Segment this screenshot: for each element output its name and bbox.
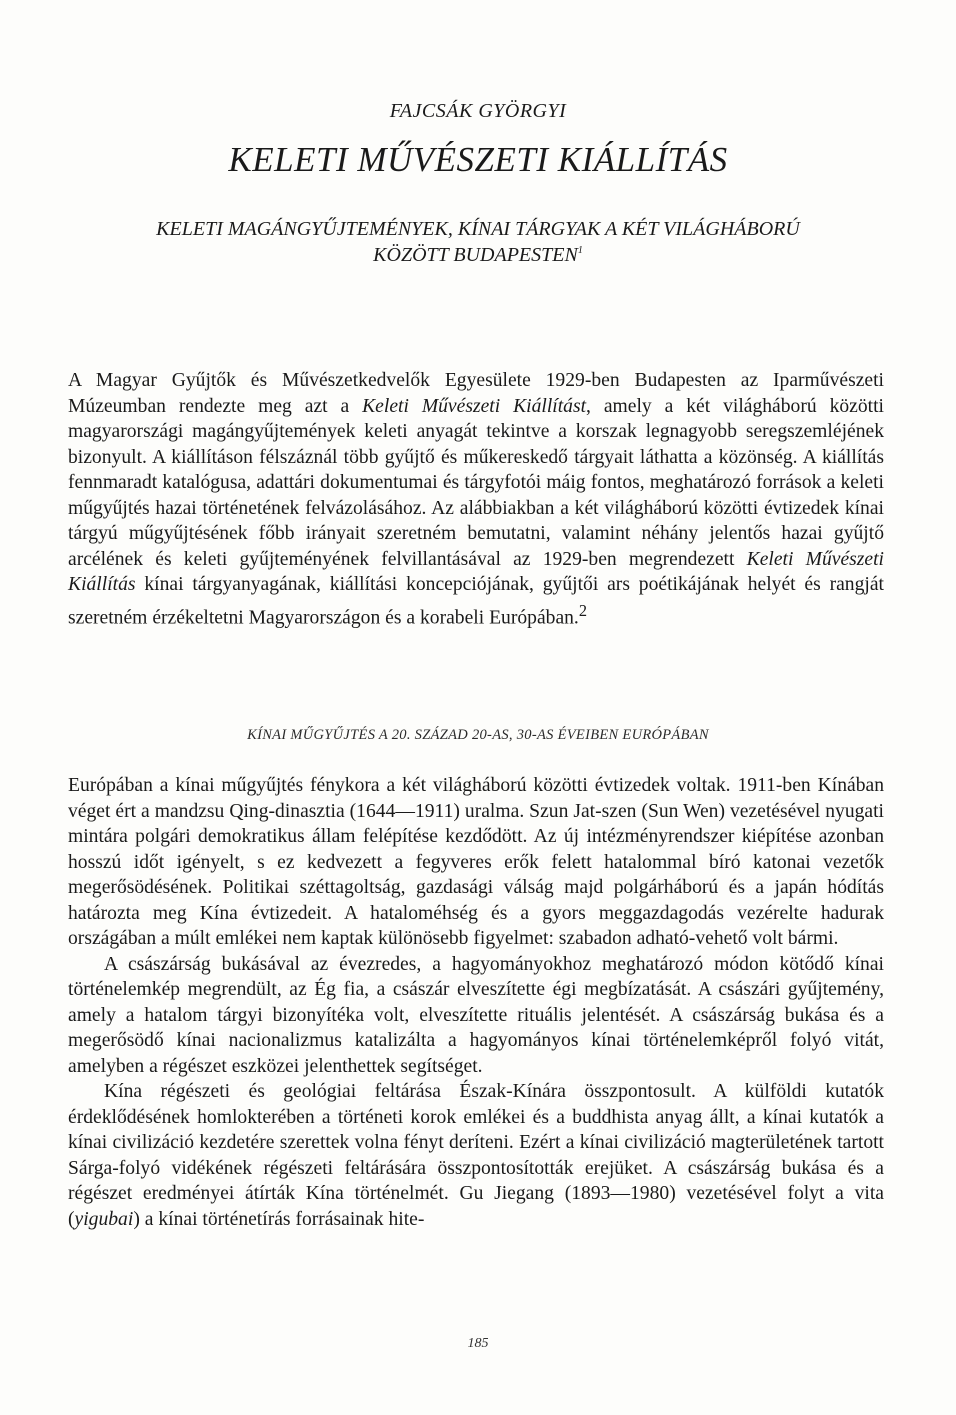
subtitle-line-2: KÖZÖTT BUDAPESTEN [373, 244, 578, 266]
intro-text-a: A Magyar Gyűjtők és Művészetkedvelők Egyesülete 1929-ben Budapesten az Iparművészeti Múzeumban rendezte meg azt a [68, 370, 884, 417]
section-paragraph-2: A császárság bukásával az évezredes, a hagyományokhoz meghatározó módon kötődő kínai történelemkép megrendült, az Ég fia, a császár elveszítette égi megbízatását. A császári gyűjtemény, amely a hatalom tárgyi bizonyítéka volt, elveszítette rituális jelentését. A császárság bukása és a megerősödő kínai nacionalizmus katalizálta a hagyományos kínai történelemképről folyó vitát, amelyben a régészet eszközei jelenthettek segítséget. [68, 953, 884, 1077]
footnote-marker-1: 1 [577, 245, 583, 256]
section-paragraph-1: Európában a kínai műgyűjtés fénykora a két világháború közötti évtizedek voltak. 1911-ben Kínában véget ért a mandzsu Qing-dinasztia (1644—1911) uralma. Szun Jat-szen (Sun Wen) vezetésével nyugati mintára polgári demokratikus állam felépítése kezdődött. Az új intézményrendszer kiépítése azonban hosszú időt igényelt, s ez kedvezett a fegyveres erők felett hatalommal bíró katonai vezetők megerősödésének. Politikai széttagoltság, gazdasági válság majd polgárháború és a japán hódítás határozta meg Kína évtizedeit. A hataloméhség és a gyors meggazdagodás vezérelte hadurak országában a múlt emlékei nem kaptak különösebb figyelmet: szabadon adható-vehető volt bármi. [68, 775, 884, 949]
intro-exhibition-title: Keleti Művészeti Kiállítást [362, 395, 587, 417]
section-p3-text-a: Kína régészeti és geológiai feltárása Észak-Kínára összpontosult. A külföldi kutatók érdeklődésének homlokterében a történeti korok emlékei és a buddhista anyag állt, a kínai kutatók a kínai civilizáció kezdetére szerettek volna fényt deríteni. Ezért a kínai civilizáció magterületének tartott Sárga-folyó vidékének régészeti feltárására összpontosították erejüket. A császárság bukása és a régészet eredményei átírták Kína történelmét. Gu Jiegang (1893—1980) vezetésével folyt a vita ( [68, 1081, 884, 1230]
footnote-marker-2: 2 [578, 600, 588, 620]
section-paragraph-3 [68, 1079, 884, 1232]
article-title: KELETI MŰVÉSZETI KIÁLLÍTÁS [228, 140, 728, 179]
section-heading: KÍNAI MŰGYŰJTÉS A 20. SZÁZAD 20-AS, 30-AS ÉVEIBEN EURÓPÁBAN [247, 727, 709, 743]
intro-block [68, 368, 884, 631]
author-name: FAJCSÁK GYÖRGYI [389, 100, 567, 122]
intro-text-c: kínai tárgyanyagának, kiállítási koncepciójának, gyűjtői ars poétikájának helyét és rangját szeretném érzékeltetni Magyarországon és a korabeli Európában. [68, 574, 884, 629]
section-p3-text-b: ) a kínai történetírás forrásainak hite- [133, 1208, 425, 1230]
intro-paragraph [68, 368, 884, 631]
subtitle-line-1: KELETI MAGÁNGYŰJTEMÉNYEK, KÍNAI TÁRGYAK A KÉT VILÁGHÁBORÚ [156, 218, 800, 240]
page-number: 185 [467, 1336, 489, 1351]
article-subtitle [60, 216, 896, 268]
section-p3-term: yigubai [74, 1208, 134, 1230]
intro-exhibition-title-2: Keleti Művészeti Kiállítás [68, 548, 884, 595]
intro-text-b: , amely a két világháború közötti magyarországi magángyűjtemények keleti anyagát tekintve a korszak legnagyobb seregszemléjének bizonyult. A kiállításon félszáznál több gyűjtő és műkereskedő tárgyait láthatta a közönség. A kiállítás fennmaradt katalógusa, adattári dokumentumai és tárgyfotói máig fontos, meghatározó források a keleti műgyűjtés hazai történetének felvázolásához. Az alábbiakban a két világháború közötti évtizedek kínai tárgyú műgyűjtésének főbb irányait szeretném bemutatni, valamint néhány jelentős hazai gyűjtő arcélének és keleti gyűjteményének felvillantásával az 1929-ben megrendezett [68, 395, 884, 570]
section-body [68, 773, 884, 1232]
